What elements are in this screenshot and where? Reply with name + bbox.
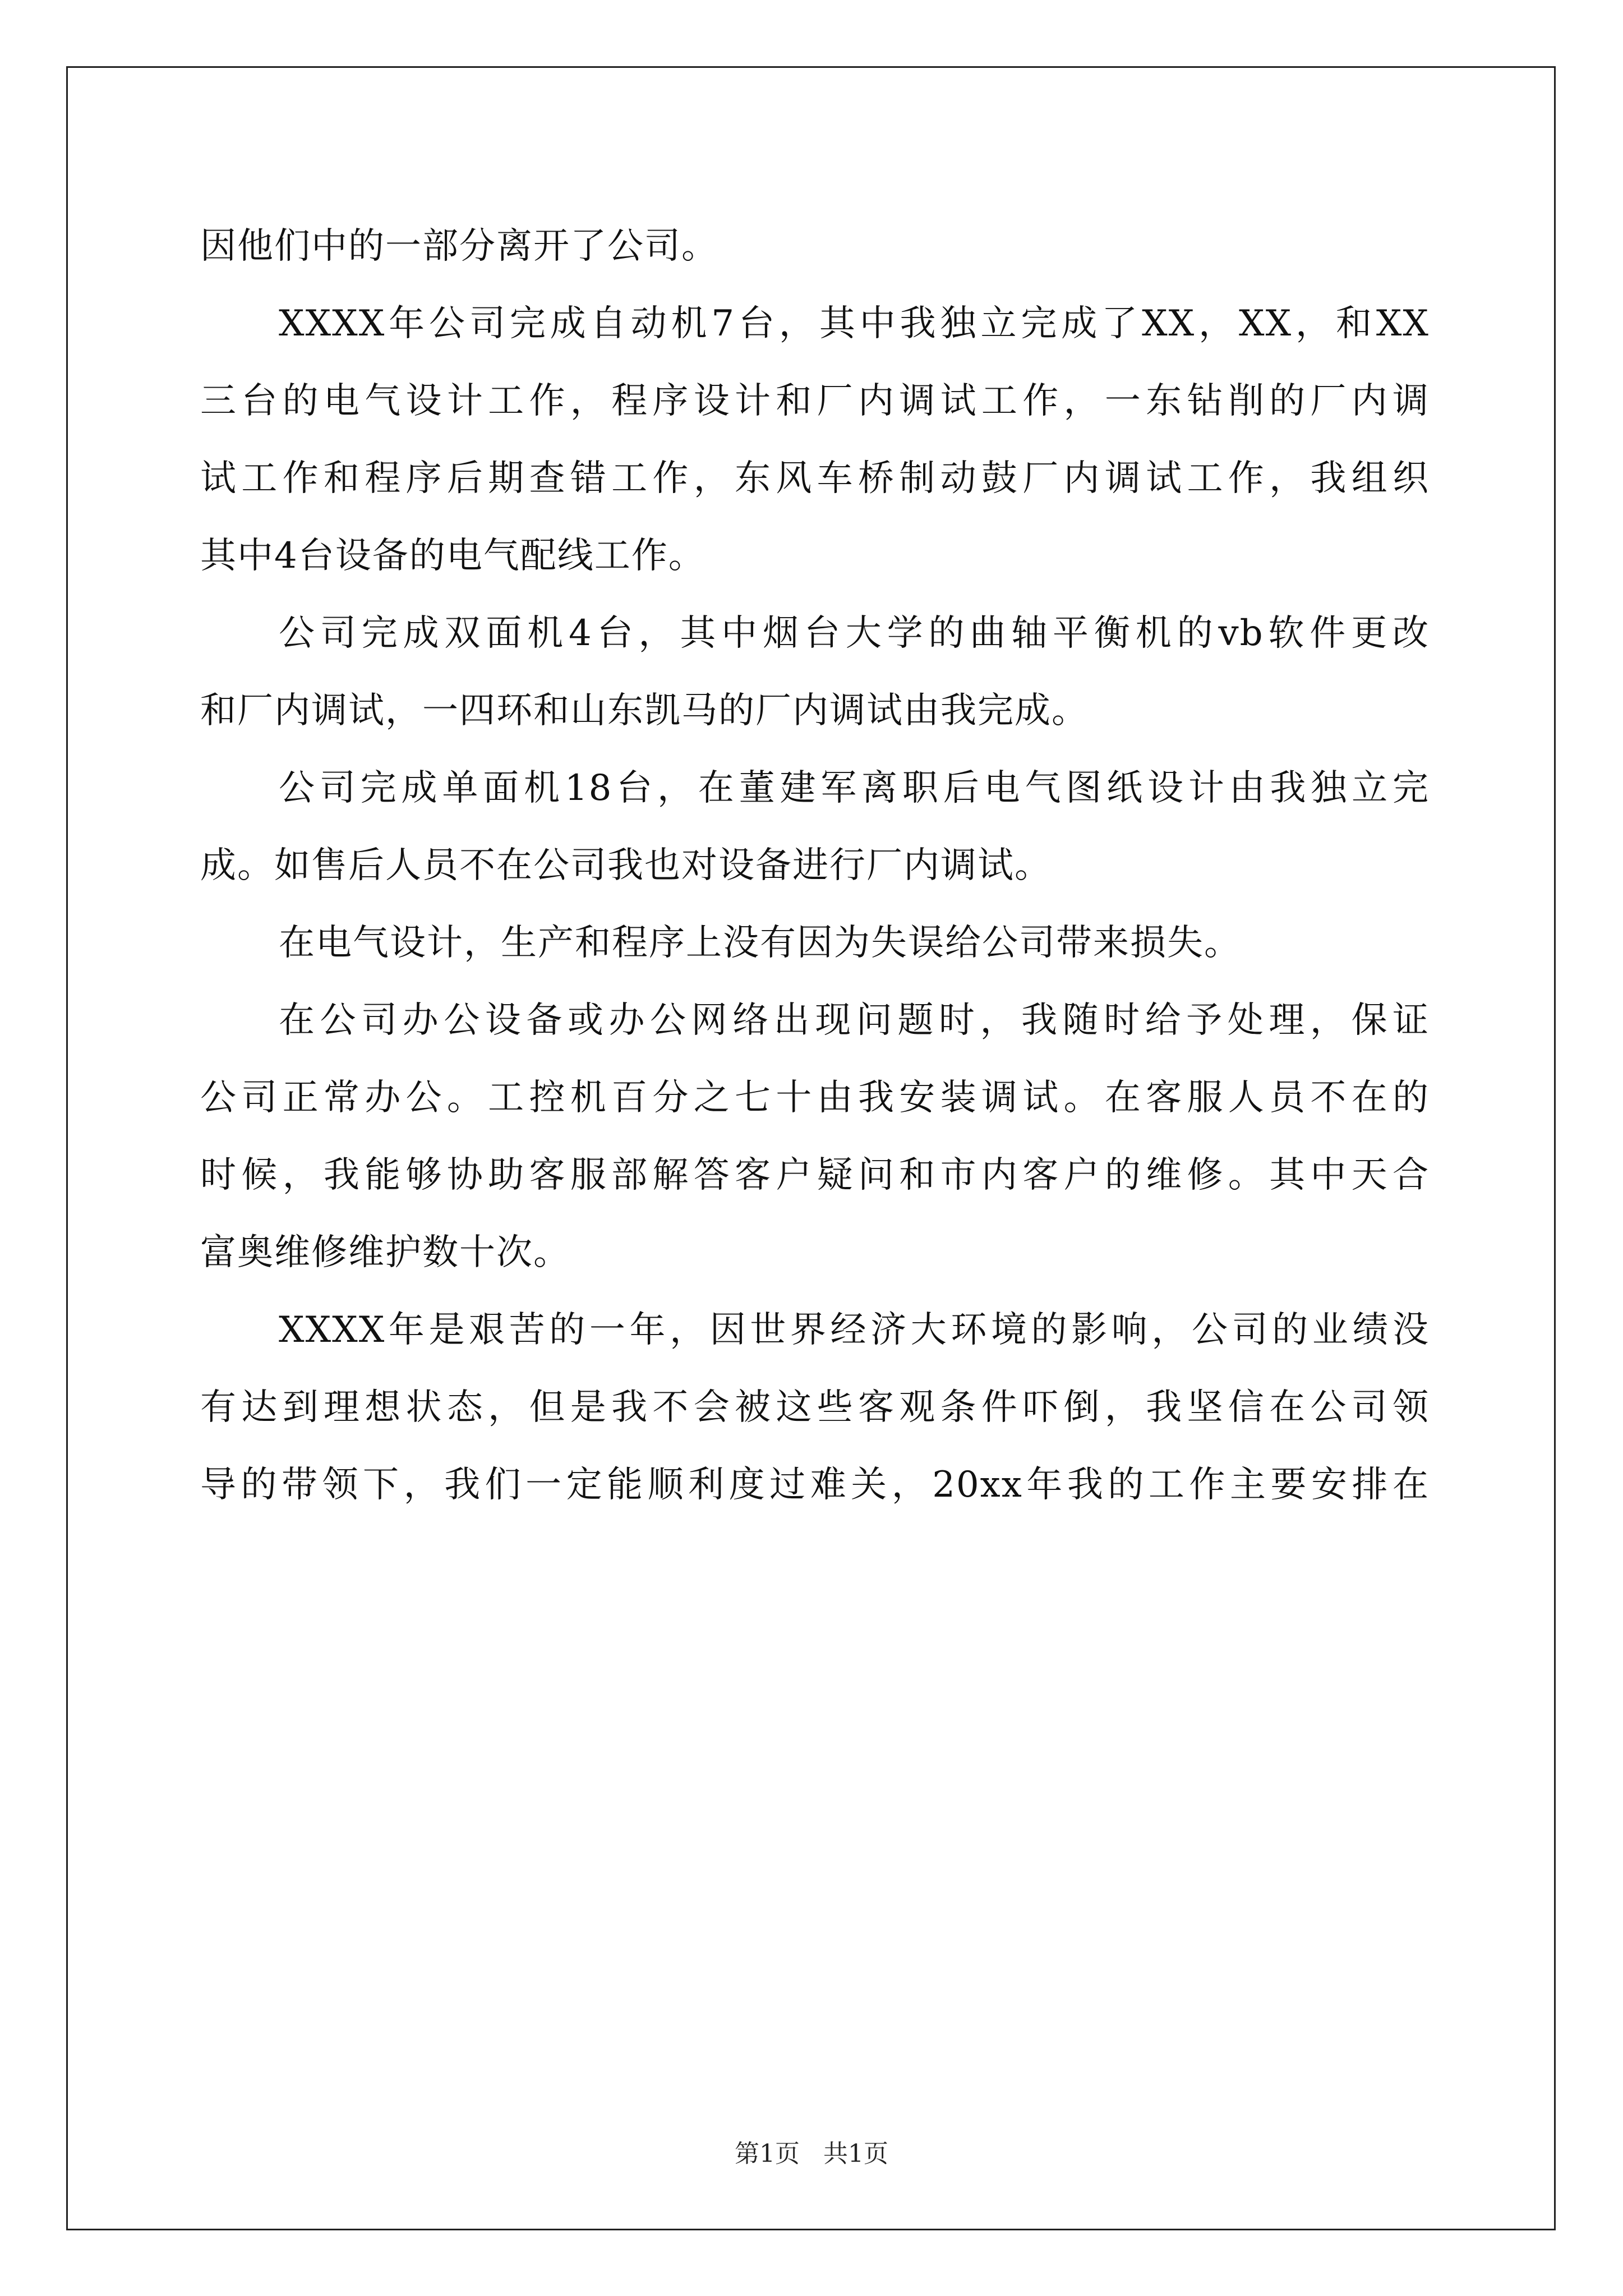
paragraph-first-line: XXXX年是艰苦的一年，因世界经济大环境的影响，公司的业绩没 — [279, 1309, 1430, 1351]
document-body — [200, 208, 1430, 1524]
text-line: 三台的电气设计工作，程序设计和厂内调试工作，一东钻削的厂内调 — [200, 380, 1430, 422]
text-line: 富奥维修维护数十次。 — [200, 1232, 570, 1273]
text-line: 其中4台设备的电气配线工作。 — [200, 535, 706, 577]
text-line: 公司正常办公。工控机百分之七十由我安装调试。在客服人员不在的 — [200, 1077, 1430, 1119]
paragraph-first-line: 在公司办公设备或办公网络出现问题时，我随时给予处理，保证 — [279, 1000, 1430, 1041]
paragraph-first-line: XXXX年公司完成自动机7台，其中我独立完成了XX，XX，和XX — [279, 303, 1430, 344]
text-line: 成。如售后人员不在公司我也对设备进行厂内调试。 — [200, 845, 1052, 886]
paragraph-first-line: 公司完成单面机18台，在董建军离职后电气图纸设计由我独立完 — [279, 767, 1430, 809]
text-line: 因他们中的一部分离开了公司。 — [200, 226, 718, 267]
page-footer: 第1页 共1页 — [735, 2139, 888, 2168]
paragraph-first-line: 公司完成双面机4台，其中烟台大学的曲轴平衡机的vb软件更改 — [279, 613, 1430, 654]
text-line: 试工作和程序后期查错工作，东风车桥制动鼓厂内调试工作，我组织 — [200, 458, 1430, 499]
text-line: 有达到理想状态，但是我不会被这些客观条件吓倒，我坚信在公司领 — [200, 1387, 1430, 1428]
text-line: 时候，我能够协助客服部解答客户疑问和市内客户的维修。其中天合 — [200, 1154, 1430, 1196]
text-line: 导的带领下，我们一定能顺利度过难关，20xx年我的工作主要安排在 — [200, 1464, 1430, 1506]
paragraph-first-line: 在电气设计，生产和程序上没有因为失误给公司带来损失。 — [279, 922, 1241, 964]
text-line: 和厂内调试，一四环和山东凯马的厂内调试由我完成。 — [200, 690, 1089, 731]
